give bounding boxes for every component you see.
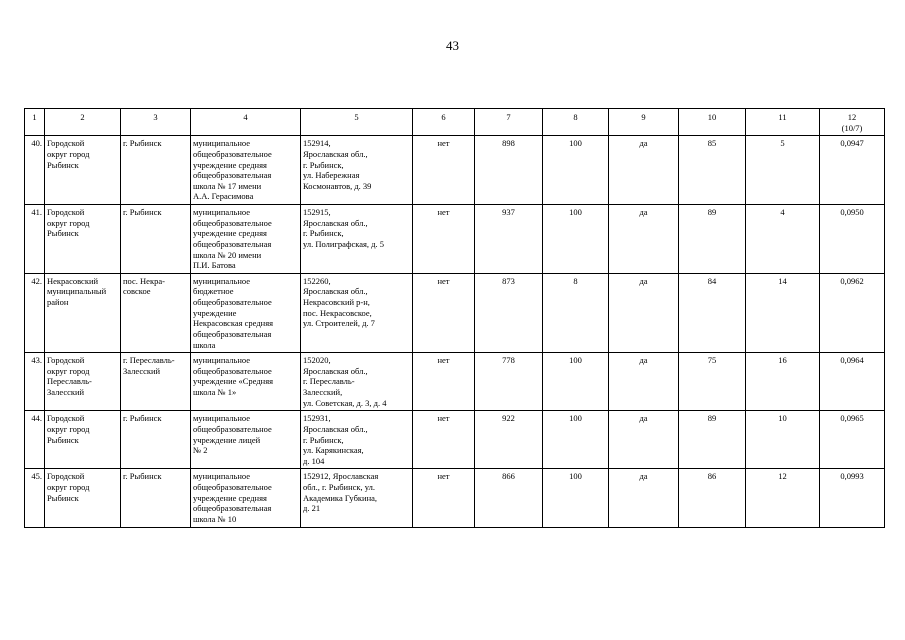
table-row xyxy=(25,205,885,274)
col9-cell: да xyxy=(609,469,679,527)
address-cell: 152914, Ярославская обл., г. Рыбинск, ул. Набережная Космонавтов, д. 39 xyxy=(301,136,413,205)
institution-cell: муниципальное общеобразовательное учреждение средняя общеобразовательная школа № 17 имени А.А. Герасимова xyxy=(191,136,301,205)
locality-cell: г. Рыбинск xyxy=(121,469,191,527)
column-header-12: 12 (10/7) xyxy=(820,109,885,136)
column-header-9: 9 xyxy=(609,109,679,136)
district-cell: Городской округ город Рыбинск xyxy=(45,136,121,205)
col12-cell: 0,0965 xyxy=(820,411,885,469)
col7-cell: 866 xyxy=(475,469,543,527)
col11-cell: 10 xyxy=(746,411,820,469)
column-header-6: 6 xyxy=(413,109,475,136)
col12-cell: 0,0962 xyxy=(820,273,885,352)
col11-cell: 14 xyxy=(746,273,820,352)
locality-cell: г. Рыбинск xyxy=(121,411,191,469)
col12-cell: 0,0993 xyxy=(820,469,885,527)
locality-cell: г. Рыбинск xyxy=(121,136,191,205)
table-row xyxy=(25,273,885,352)
col9-cell: да xyxy=(609,411,679,469)
col11-cell: 4 xyxy=(746,205,820,274)
address-cell: 152260, Ярославская обл., Некрасовский р-н, пос. Некрасовское, ул. Строителей, д. 7 xyxy=(301,273,413,352)
locality-cell: г. Рыбинск xyxy=(121,205,191,274)
col12-cell: 0,0947 xyxy=(820,136,885,205)
locality-cell: пос. Некра- совское xyxy=(121,273,191,352)
table-body xyxy=(25,136,885,527)
institution-cell: муниципальное бюджетное общеобразовательное учреждение Некрасовская средняя общеобразовательная школа xyxy=(191,273,301,352)
page-number: 43 xyxy=(446,38,459,53)
institution-cell: муниципальное общеобразовательное учреждение «Средняя школа № 1» xyxy=(191,353,301,411)
table-row xyxy=(25,136,885,205)
col11-cell: 12 xyxy=(746,469,820,527)
address-cell: 152020, Ярославская обл., г. Переславль- Залесский, ул. Советская, д. 3, д. 4 xyxy=(301,353,413,411)
row-number: 41. xyxy=(25,205,45,274)
col8-cell: 100 xyxy=(543,205,609,274)
col6-cell: нет xyxy=(413,353,475,411)
table-row xyxy=(25,469,885,527)
data-table xyxy=(24,108,885,528)
col7-cell: 873 xyxy=(475,273,543,352)
col10-cell: 89 xyxy=(679,205,746,274)
district-cell: Городской округ город Рыбинск xyxy=(45,205,121,274)
col9-cell: да xyxy=(609,205,679,274)
column-header-3: 3 xyxy=(121,109,191,136)
col7-cell: 778 xyxy=(475,353,543,411)
row-number: 43. xyxy=(25,353,45,411)
table-row xyxy=(25,353,885,411)
institution-cell: муниципальное общеобразовательное учреждение средняя общеобразовательная школа № 10 xyxy=(191,469,301,527)
column-header-11: 11 xyxy=(746,109,820,136)
col7-cell: 937 xyxy=(475,205,543,274)
col10-cell: 84 xyxy=(679,273,746,352)
col11-cell: 5 xyxy=(746,136,820,205)
col9-cell: да xyxy=(609,136,679,205)
institution-cell: муниципальное общеобразовательное учреждение лицей № 2 xyxy=(191,411,301,469)
col12-cell: 0,0950 xyxy=(820,205,885,274)
col10-cell: 85 xyxy=(679,136,746,205)
col7-cell: 898 xyxy=(475,136,543,205)
district-cell: Некрасовский муниципальный район xyxy=(45,273,121,352)
district-cell: Городской округ город Переславль- Залесский xyxy=(45,353,121,411)
locality-cell: г. Переславль- Залесский xyxy=(121,353,191,411)
col11-cell: 16 xyxy=(746,353,820,411)
address-cell: 152915, Ярославская обл., г. Рыбинск, ул. Полиграфская, д. 5 xyxy=(301,205,413,274)
address-cell: 152912, Ярославская обл., г. Рыбинск, ул. Академика Губкина, д. 21 xyxy=(301,469,413,527)
col8-cell: 100 xyxy=(543,411,609,469)
row-number: 42. xyxy=(25,273,45,352)
col8-cell: 8 xyxy=(543,273,609,352)
col9-cell: да xyxy=(609,353,679,411)
column-header-5: 5 xyxy=(301,109,413,136)
column-header-10: 10 xyxy=(679,109,746,136)
column-header-1: 1 xyxy=(25,109,45,136)
col8-cell: 100 xyxy=(543,353,609,411)
institution-cell: муниципальное общеобразовательное учреждение средняя общеобразовательная школа № 20 имени П.И. Батова xyxy=(191,205,301,274)
col10-cell: 86 xyxy=(679,469,746,527)
col10-cell: 89 xyxy=(679,411,746,469)
address-cell: 152931, Ярославская обл., г. Рыбинск, ул. Карякинская, д. 104 xyxy=(301,411,413,469)
col9-cell: да xyxy=(609,273,679,352)
col8-cell: 100 xyxy=(543,136,609,205)
table-row xyxy=(25,411,885,469)
header-row xyxy=(25,109,885,136)
col10-cell: 75 xyxy=(679,353,746,411)
col12-cell: 0,0964 xyxy=(820,353,885,411)
row-number: 40. xyxy=(25,136,45,205)
col8-cell: 100 xyxy=(543,469,609,527)
col7-cell: 922 xyxy=(475,411,543,469)
row-number: 44. xyxy=(25,411,45,469)
district-cell: Городской округ город Рыбинск xyxy=(45,411,121,469)
column-header-2: 2 xyxy=(45,109,121,136)
row-number: 45. xyxy=(25,469,45,527)
col6-cell: нет xyxy=(413,273,475,352)
district-cell: Городской округ город Рыбинск xyxy=(45,469,121,527)
col6-cell: нет xyxy=(413,136,475,205)
col6-cell: нет xyxy=(413,205,475,274)
col6-cell: нет xyxy=(413,411,475,469)
column-header-4: 4 xyxy=(191,109,301,136)
column-header-7: 7 xyxy=(475,109,543,136)
column-header-8: 8 xyxy=(543,109,609,136)
col6-cell: нет xyxy=(413,469,475,527)
